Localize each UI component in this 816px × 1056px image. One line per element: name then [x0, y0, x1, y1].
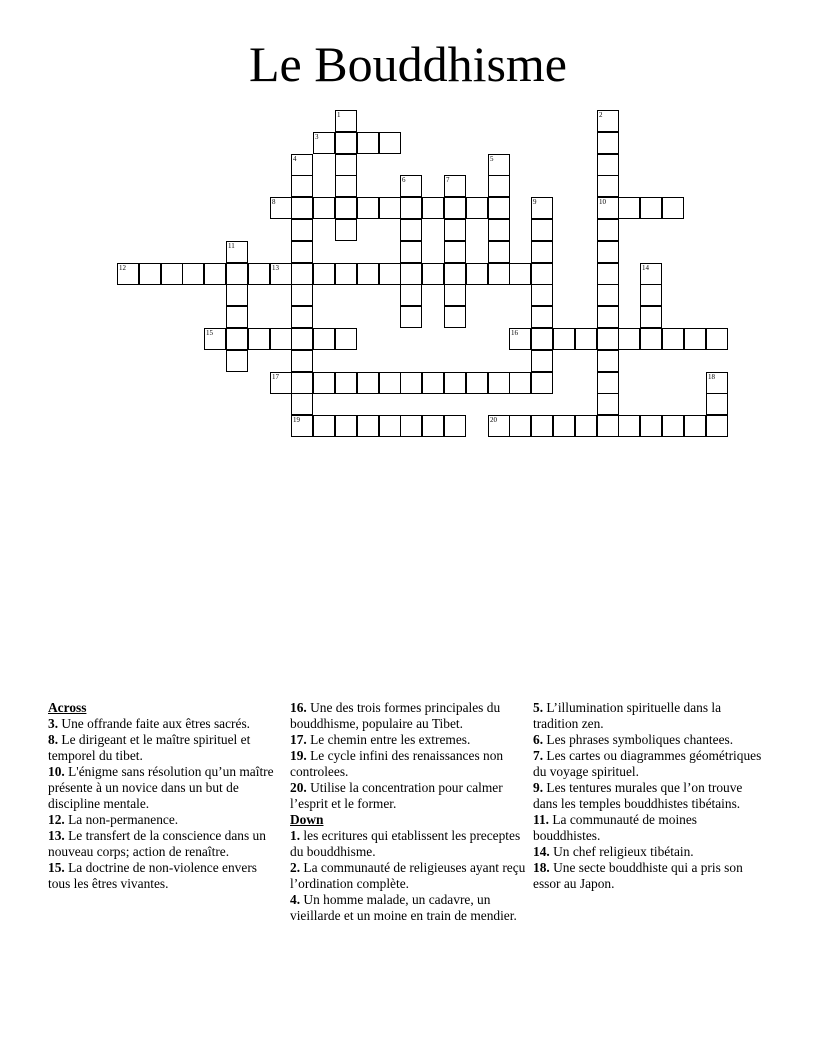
clue-text: les ecritures qui etablissent les preceptes du bouddhisme. [290, 828, 521, 859]
grid-cell[interactable] [597, 415, 619, 437]
grid-cell[interactable] [488, 197, 510, 219]
clue-number: 3 [315, 133, 319, 141]
grid-cell[interactable] [531, 284, 553, 306]
grid-cell[interactable] [313, 263, 335, 285]
grid-cell[interactable] [291, 393, 313, 415]
grid-cell[interactable] [335, 415, 357, 437]
grid-cell[interactable] [313, 197, 335, 219]
clue-column-1 [48, 700, 274, 892]
clue-number: 13 [272, 264, 279, 272]
grid-cell[interactable] [226, 328, 248, 350]
grid-cell[interactable] [597, 197, 619, 219]
clue-item [533, 844, 763, 860]
down-heading: Down [290, 812, 324, 827]
grid-cell[interactable] [291, 219, 313, 241]
clue-text: Le transfert de la conscience dans un nouveau corps; action de renaître. [48, 828, 266, 859]
grid-cell[interactable] [335, 372, 357, 394]
grid-cell[interactable] [291, 306, 313, 328]
clue-number: 12 [119, 264, 126, 272]
clue-item [533, 700, 763, 732]
grid-cell[interactable] [575, 328, 597, 350]
grid-cell[interactable] [706, 393, 728, 415]
grid-cell[interactable] [575, 415, 597, 437]
clue-number-label: 2. [290, 860, 301, 875]
clue-number-label: 20. [290, 780, 307, 795]
grid-cell[interactable] [597, 328, 619, 350]
clue-item [533, 748, 763, 780]
grid-cell[interactable] [270, 328, 292, 350]
grid-cell[interactable] [597, 393, 619, 415]
grid-cell[interactable] [422, 197, 444, 219]
grid-cell[interactable] [466, 372, 488, 394]
clue-column-2 [290, 700, 526, 924]
grid-cell[interactable] [531, 415, 553, 437]
grid-cell[interactable] [466, 197, 488, 219]
grid-cell[interactable] [640, 328, 662, 350]
grid-cell[interactable] [662, 415, 684, 437]
grid-cell[interactable] [313, 372, 335, 394]
grid-cell[interactable] [553, 415, 575, 437]
grid-cell[interactable] [226, 284, 248, 306]
across-heading: Across [48, 700, 87, 715]
clue-number: 8 [272, 198, 276, 206]
clue-number-label: 5. [533, 700, 544, 715]
grid-cell[interactable] [531, 219, 553, 241]
grid-cell[interactable] [488, 219, 510, 241]
grid-cell[interactable] [161, 263, 183, 285]
grid-cell[interactable] [204, 263, 226, 285]
grid-cell[interactable] [466, 263, 488, 285]
clue-number-label: 18. [533, 860, 550, 875]
grid-cell[interactable] [379, 132, 401, 154]
clue-item [533, 860, 763, 892]
clue-item [290, 780, 526, 812]
grid-cell[interactable] [597, 372, 619, 394]
clue-number-label: 3. [48, 716, 59, 731]
clue-number: 14 [642, 264, 649, 272]
grid-cell[interactable] [313, 415, 335, 437]
grid-cell[interactable] [684, 328, 706, 350]
clue-number-label: 9. [533, 780, 544, 795]
grid-cell[interactable] [618, 415, 640, 437]
grid-cell[interactable] [313, 132, 335, 154]
grid-cell[interactable] [509, 415, 531, 437]
clue-item [290, 748, 526, 780]
grid-cell[interactable] [226, 306, 248, 328]
clue-number: 7 [446, 176, 450, 184]
grid-cell[interactable] [270, 263, 292, 285]
clue-text: Une offrande faite aux êtres sacrés. [61, 716, 251, 731]
grid-cell[interactable] [684, 415, 706, 437]
clue-number-label: 14. [533, 844, 550, 859]
clue-text: La communauté de religieuses ayant reçu l’ordination complète. [290, 860, 526, 891]
clue-column-3 [533, 700, 763, 892]
grid-cell[interactable] [662, 197, 684, 219]
grid-cell[interactable] [379, 197, 401, 219]
grid-cell[interactable] [335, 263, 357, 285]
grid-cell[interactable] [357, 263, 379, 285]
grid-cell[interactable] [444, 197, 466, 219]
grid-cell[interactable] [400, 284, 422, 306]
grid-cell[interactable] [553, 328, 575, 350]
clue-number: 5 [490, 155, 494, 163]
grid-cell[interactable] [640, 284, 662, 306]
grid-cell[interactable] [291, 284, 313, 306]
clue-number: 15 [206, 329, 213, 337]
clue-text: La non-permanence. [68, 812, 179, 827]
clue-number: 9 [533, 198, 537, 206]
clue-text: Les cartes ou diagrammes géométriques du voyage spirituel. [533, 748, 762, 779]
clue-item [48, 732, 274, 764]
clue-item [48, 828, 274, 860]
grid-cell[interactable] [618, 328, 640, 350]
clue-text: La communauté de moines bouddhistes. [533, 812, 698, 843]
grid-cell[interactable] [270, 197, 292, 219]
clue-number-label: 16. [290, 700, 307, 715]
grid-cell[interactable] [531, 263, 553, 285]
clue-text: Une des trois formes principales du bouddhisme, populaire au Tibet. [290, 700, 501, 731]
grid-cell[interactable] [531, 197, 553, 219]
grid-cell[interactable] [706, 328, 728, 350]
grid-cell[interactable] [422, 263, 444, 285]
clue-item [48, 860, 274, 892]
grid-cell[interactable] [422, 372, 444, 394]
clue-item [533, 780, 763, 812]
grid-cell[interactable] [509, 263, 531, 285]
clue-text: Une secte bouddhiste qui a pris son essor au Japon. [533, 860, 743, 891]
grid-cell[interactable] [248, 328, 270, 350]
grid-cell[interactable] [291, 241, 313, 263]
clue-text: Le chemin entre les extremes. [310, 732, 471, 747]
grid-cell[interactable] [117, 263, 139, 285]
clue-number: 16 [511, 329, 518, 337]
grid-cell[interactable] [640, 263, 662, 285]
grid-cell[interactable] [531, 372, 553, 394]
grid-cell[interactable] [597, 241, 619, 263]
grid-cell[interactable] [597, 263, 619, 285]
grid-cell[interactable] [488, 263, 510, 285]
grid-cell[interactable] [531, 306, 553, 328]
grid-cell[interactable] [335, 219, 357, 241]
clue-number-label: 4. [290, 892, 301, 907]
clue-number-label: 15. [48, 860, 65, 875]
clue-item [290, 860, 526, 892]
grid-cell[interactable] [379, 263, 401, 285]
grid-cell[interactable] [291, 154, 313, 176]
grid-cell[interactable] [422, 415, 444, 437]
grid-cell[interactable] [379, 415, 401, 437]
grid-cell[interactable] [531, 241, 553, 263]
grid-cell[interactable] [618, 197, 640, 219]
grid-cell[interactable] [357, 415, 379, 437]
grid-cell[interactable] [335, 175, 357, 197]
clue-number: 20 [490, 416, 497, 424]
clue-number-label: 11. [533, 812, 549, 827]
grid-cell[interactable] [662, 328, 684, 350]
clue-item [48, 764, 274, 812]
grid-cell[interactable] [597, 175, 619, 197]
clue-number: 19 [293, 416, 300, 424]
grid-cell[interactable] [706, 415, 728, 437]
clue-number-label: 10. [48, 764, 65, 779]
clue-number: 18 [708, 373, 715, 381]
grid-cell[interactable] [531, 350, 553, 372]
clue-text: Les tentures murales que l’on trouve dans les temples bouddhistes tibétains. [533, 780, 743, 811]
grid-cell[interactable] [139, 263, 161, 285]
grid-cell[interactable] [182, 263, 204, 285]
page-title: Le Bouddhisme [248, 36, 568, 92]
grid-cell[interactable] [640, 197, 662, 219]
grid-cell[interactable] [488, 154, 510, 176]
clue-number-label: 19. [290, 748, 307, 763]
grid-cell[interactable] [226, 263, 248, 285]
grid-cell[interactable] [335, 154, 357, 176]
clue-number: 11 [228, 242, 235, 250]
clue-item [290, 892, 526, 924]
grid-cell[interactable] [291, 263, 313, 285]
clue-number-label: 6. [533, 732, 544, 747]
grid-cell[interactable] [444, 219, 466, 241]
grid-cell[interactable] [335, 132, 357, 154]
clue-item [290, 828, 526, 860]
grid-cell[interactable] [291, 350, 313, 372]
grid-cell[interactable] [335, 110, 357, 132]
grid-cell[interactable] [531, 328, 553, 350]
grid-cell[interactable] [444, 175, 466, 197]
grid-cell[interactable] [270, 372, 292, 394]
grid-cell[interactable] [313, 328, 335, 350]
grid-cell[interactable] [379, 372, 401, 394]
clue-number: 6 [402, 176, 406, 184]
grid-cell[interactable] [444, 415, 466, 437]
clue-number: 1 [337, 111, 341, 119]
grid-cell[interactable] [597, 306, 619, 328]
grid-cell[interactable] [335, 197, 357, 219]
grid-cell[interactable] [597, 219, 619, 241]
grid-cell[interactable] [444, 263, 466, 285]
grid-cell[interactable] [400, 263, 422, 285]
grid-cell[interactable] [597, 284, 619, 306]
grid-cell[interactable] [444, 284, 466, 306]
grid-cell[interactable] [640, 306, 662, 328]
grid-cell[interactable] [400, 219, 422, 241]
grid-cell[interactable] [488, 175, 510, 197]
clue-number: 4 [293, 155, 297, 163]
clue-number-label: 12. [48, 812, 65, 827]
clue-number-label: 17. [290, 732, 307, 747]
grid-cell[interactable] [400, 306, 422, 328]
grid-cell[interactable] [444, 241, 466, 263]
clue-item [290, 732, 526, 748]
grid-cell[interactable] [444, 372, 466, 394]
grid-cell[interactable] [226, 241, 248, 263]
clue-text: Le cycle infini des renaissances non controlees. [290, 748, 504, 779]
clue-text: Utilise la concentration pour calmer l’esprit et le former. [290, 780, 503, 811]
grid-cell[interactable] [400, 197, 422, 219]
grid-cell[interactable] [291, 328, 313, 350]
grid-cell[interactable] [291, 372, 313, 394]
clue-item [48, 716, 274, 732]
grid-cell[interactable] [291, 415, 313, 437]
grid-cell[interactable] [488, 241, 510, 263]
grid-cell[interactable] [291, 175, 313, 197]
grid-cell[interactable] [706, 372, 728, 394]
grid-cell[interactable] [400, 241, 422, 263]
grid-cell[interactable] [204, 328, 226, 350]
grid-cell[interactable] [597, 110, 619, 132]
grid-cell[interactable] [597, 132, 619, 154]
grid-cell[interactable] [597, 154, 619, 176]
grid-cell[interactable] [444, 306, 466, 328]
grid-cell[interactable] [357, 197, 379, 219]
clue-number-label: 8. [48, 732, 59, 747]
clue-text: L’illumination spirituelle dans la tradition zen. [533, 700, 722, 731]
clue-text: Le dirigeant et le maître spirituel et temporel du tibet. [48, 732, 251, 763]
grid-cell[interactable] [248, 263, 270, 285]
clue-text: La doctrine de non-violence envers tous les êtres vivantes. [48, 860, 257, 891]
clue-text: Les phrases symboliques chantees. [546, 732, 734, 747]
clue-number-label: 13. [48, 828, 65, 843]
clue-number: 2 [599, 111, 603, 119]
clue-text: Un chef religieux tibétain. [553, 844, 694, 859]
grid-cell[interactable] [335, 328, 357, 350]
clue-item [290, 700, 526, 732]
grid-cell[interactable] [400, 175, 422, 197]
grid-cell[interactable] [509, 372, 531, 394]
clue-item [48, 812, 274, 828]
grid-cell[interactable] [597, 350, 619, 372]
grid-cell[interactable] [291, 197, 313, 219]
clue-number-label: 7. [533, 748, 544, 763]
clue-item [533, 732, 763, 748]
grid-cell[interactable] [400, 372, 422, 394]
clue-text: L'énigme sans résolution qu’un maître présente à un novice dans un but de discipline mentale. [48, 764, 274, 811]
grid-cell[interactable] [488, 372, 510, 394]
clue-number: 17 [272, 373, 279, 381]
clue-text: Un homme malade, un cadavre, un vieillarde et un moine en train de mendier. [290, 892, 517, 923]
clue-item [533, 812, 763, 844]
crossword-grid [0, 0, 816, 460]
grid-cell[interactable] [357, 372, 379, 394]
grid-cell[interactable] [226, 350, 248, 372]
clue-number: 10 [599, 198, 606, 206]
grid-cell[interactable] [509, 328, 531, 350]
grid-cell[interactable] [357, 132, 379, 154]
grid-cell[interactable] [400, 415, 422, 437]
grid-cell[interactable] [640, 415, 662, 437]
grid-cell[interactable] [488, 415, 510, 437]
clue-number-label: 1. [290, 828, 301, 843]
